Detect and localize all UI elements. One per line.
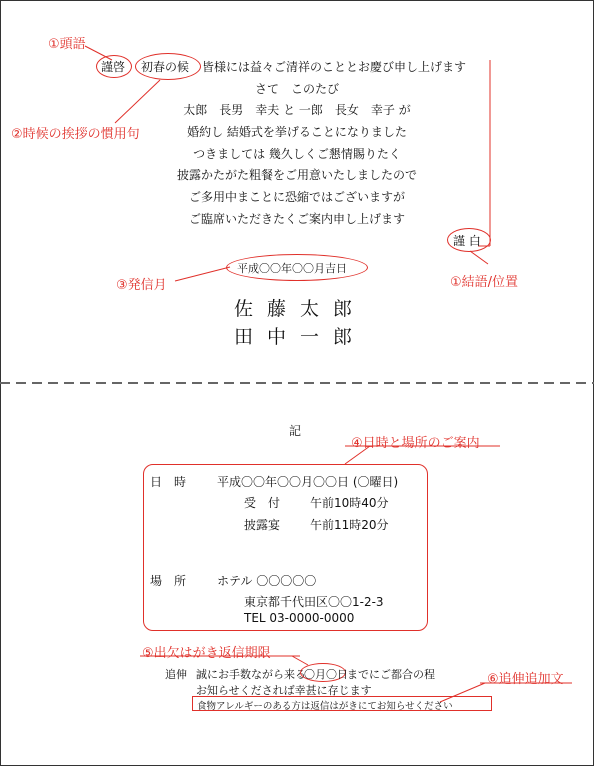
annotation-closing: ①結語/位置 — [450, 275, 519, 290]
banquet-label: 披露宴 — [244, 518, 281, 532]
telephone: TEL 03-0000-0000 — [244, 611, 355, 625]
place-label: 場 所 — [150, 574, 187, 588]
hotel-name: ホテル 〇〇〇〇〇 — [217, 574, 317, 588]
sender-name: 佐藤太郎 — [234, 298, 367, 320]
banquet-time: 午前11時20分 — [310, 518, 389, 532]
postscript-line1-post: までにご都合の程 — [347, 668, 435, 681]
body-line: 太郎 長男 幸夫 と 一郎 長女 幸子 が — [183, 103, 411, 117]
annotation-postscript: ⑥追伸追加文 — [487, 672, 564, 687]
body-line: ご臨席いただきたくご案内申し上げます — [188, 212, 405, 226]
body-line: さて このたび — [254, 82, 339, 96]
annotation-greeting-start: ①頭語 — [48, 37, 86, 52]
annotation-date: ③発信月 — [116, 278, 167, 293]
date-label: 日 時 — [150, 475, 187, 489]
greeting-start: 謹啓 — [101, 60, 126, 74]
body-line: つきましては 幾久しくご懇情賜りたく — [193, 147, 401, 161]
postscript-extra: 食物アレルギーのある方は返信はがきにてお知らせください — [197, 701, 453, 712]
date-value: 平成〇〇年〇〇月〇〇日 (〇曜日) — [217, 475, 399, 489]
annotation-deadline: ⑤出欠はがき返信期限 — [142, 646, 271, 661]
ki-heading: 記 — [289, 424, 302, 438]
closing: 謹 白 — [453, 234, 481, 248]
issue-date: 平成〇〇年〇〇月吉日 — [237, 262, 347, 275]
postscript-line2: お知らせくだされば幸甚に存じます — [196, 684, 372, 697]
postscript-line1-pre: 誠にお手数ながら来る — [196, 668, 306, 681]
reception-time: 午前10時40分 — [310, 496, 389, 510]
annotation-details: ④日時と場所のご案内 — [351, 436, 480, 451]
body-line: 婚約し 結婚式を挙げることになりました — [187, 125, 407, 139]
leader-a5 — [292, 656, 308, 665]
opening-rest: 皆様には益々ご清祥のこととお慶び申し上げます — [202, 60, 467, 74]
reception-label: 受 付 — [244, 496, 281, 510]
body-line: ご多用中まことに恐縮ではございますが — [188, 190, 405, 204]
seasonal-phrase: 初春の候 — [141, 60, 190, 74]
sender-name: 田中一郎 — [234, 326, 367, 348]
reply-deadline: 〇月〇日 — [304, 668, 348, 681]
annotation-seasonal: ②時候の挨拶の慣用句 — [11, 127, 140, 142]
leader-a3 — [175, 267, 230, 281]
address: 東京都千代田区〇〇1-2-3 — [244, 595, 384, 609]
body-line: 披露かたがた粗餐をご用意いたしましたので — [176, 168, 417, 182]
leader-a1b — [470, 251, 488, 264]
postscript-label: 追伸 — [165, 668, 187, 681]
